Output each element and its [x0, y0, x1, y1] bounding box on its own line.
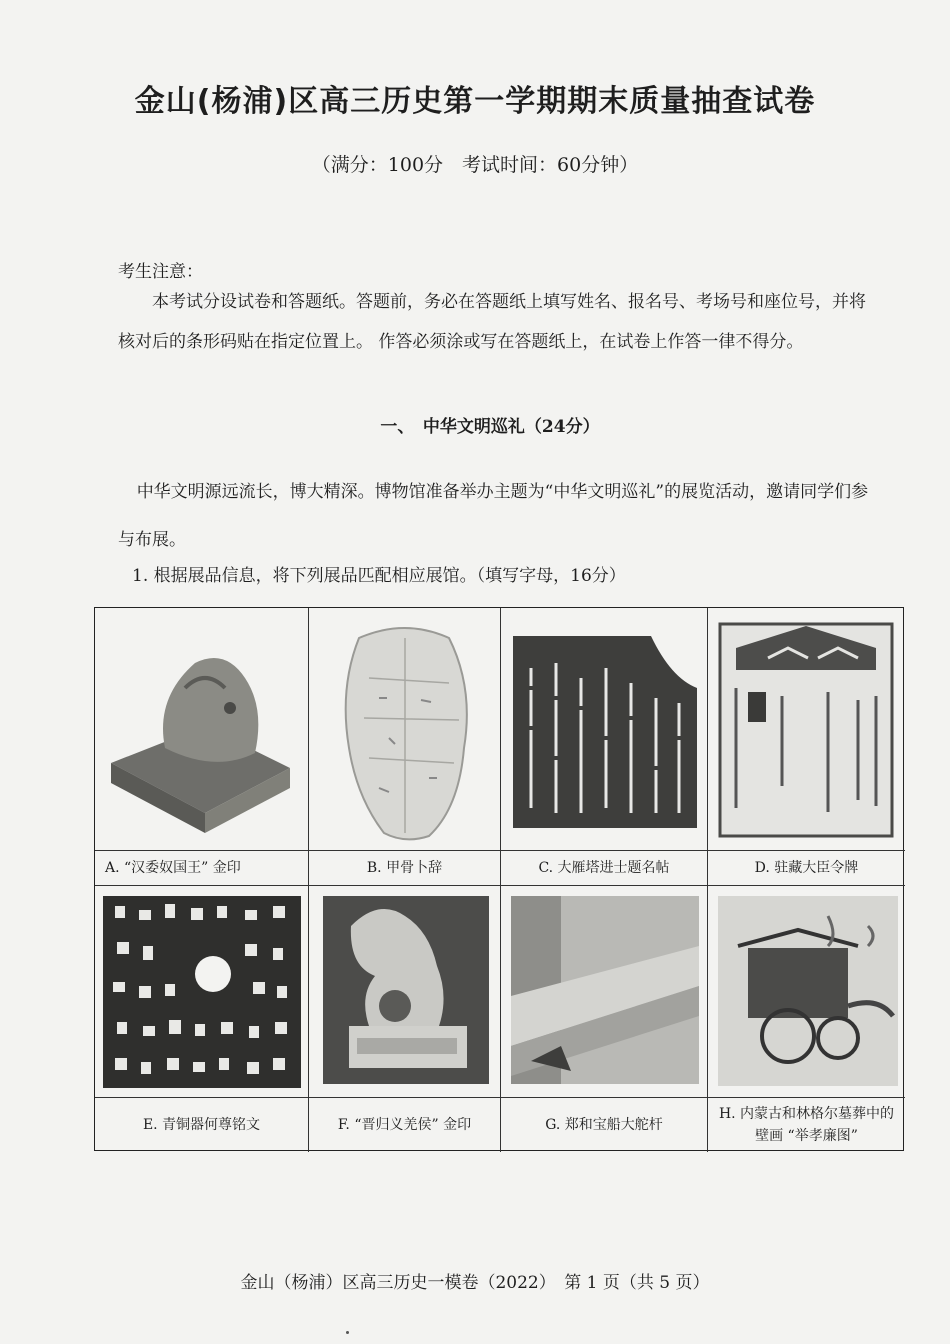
command-token-image: [708, 608, 905, 851]
exhibit-caption: H. 内蒙古和林格尔墓葬中的壁画 “举孝廉图”: [718, 1106, 895, 1144]
exhibit-caption: A. “汉委奴国王” 金印: [95, 851, 309, 886]
exhibit-table: [94, 607, 904, 1151]
exhibit-caption: G. 郑和宝船大舵杆: [501, 1098, 708, 1152]
page-title: 金山(杨浦)区高三历史第一学期期末质量抽查试卷: [134, 84, 816, 119]
notice-text: 本考试分设试卷和答题纸。答题前，务必在答题纸上填写姓名、报名号、考场号和座位号，并将核对后的条形码贴在指定位置上。 作答必须涂或写在答题纸上，在试卷上作答一律不得分。: [118, 292, 866, 352]
rudder-post-image: [501, 886, 708, 1098]
section-heading: 一、 中华文明巡礼（24分）: [380, 417, 600, 437]
bronze-inscription-image: [95, 886, 309, 1098]
inscription-rubbing-image: [501, 608, 708, 851]
gold-seal-animal-image: [309, 886, 501, 1098]
exhibit-caption: C. 大雁塔进士题名帖: [501, 851, 708, 886]
gold-seal-image: [95, 608, 309, 851]
oracle-bone-image: [309, 608, 501, 851]
mural-painting-image: [708, 886, 905, 1098]
scan-speck: [346, 1331, 349, 1334]
exam-info: （满分：100分 考试时间：60分钟）: [311, 154, 639, 176]
exhibit-caption: F. “晋归义羌侯” 金印: [309, 1098, 501, 1152]
exhibit-caption: E. 青铜器何尊铭文: [95, 1098, 309, 1152]
notice-heading: 考生注意：: [118, 262, 203, 282]
exhibit-caption: B. 甲骨卜辞: [309, 851, 501, 886]
section-intro: 中华文明源远流长，博大精深。博物馆准备举办主题为“中华文明巡礼”的展览活动，邀请同学们参与布展。: [118, 482, 869, 550]
page-footer: 金山（杨浦）区高三历史一模卷（2022） 第 1 页（共 5 页）: [240, 1273, 710, 1293]
exhibit-caption: D. 驻藏大臣令牌: [708, 851, 905, 886]
question-1: 1. 根据展品信息，将下列展品匹配相应展馆。（填写字母，16分）: [132, 566, 626, 586]
